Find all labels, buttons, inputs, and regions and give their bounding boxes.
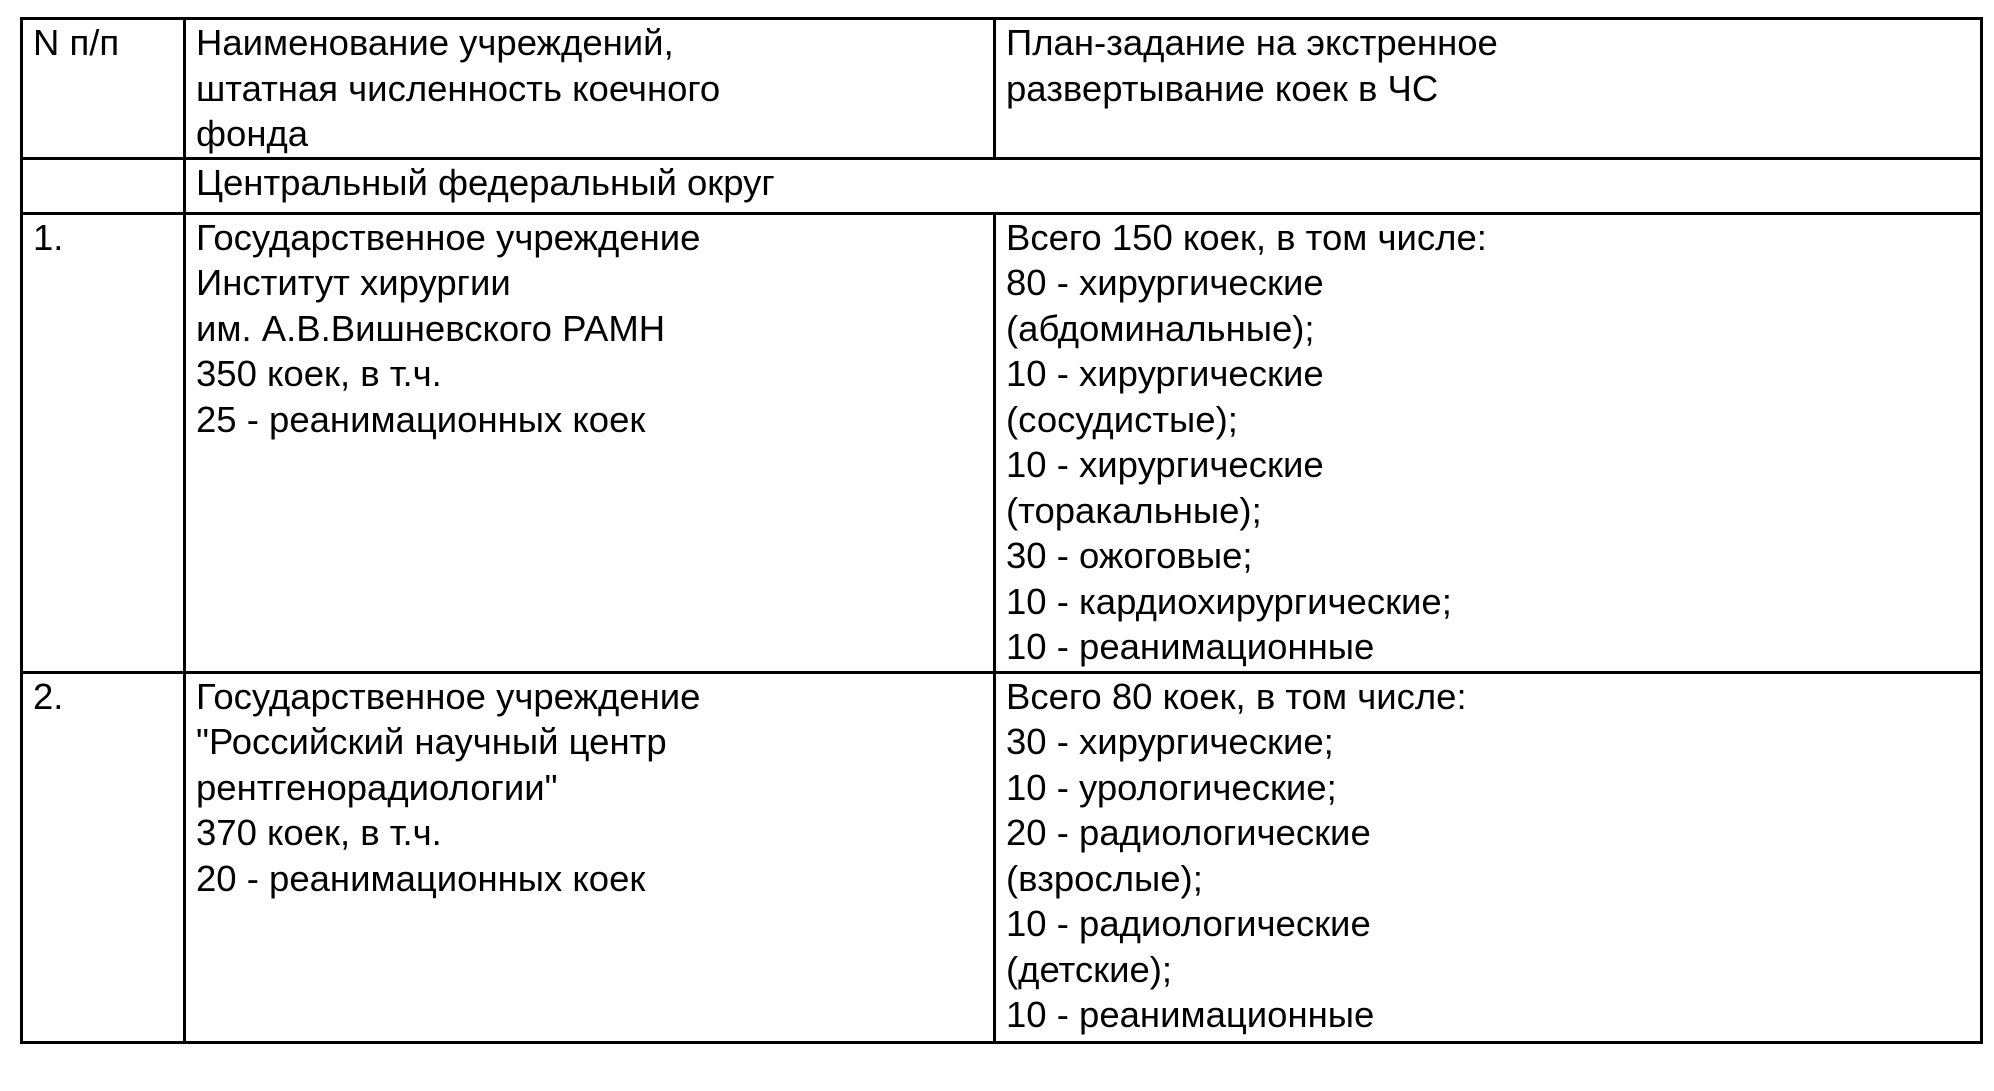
header-number-label: N п/п [33,22,120,63]
institution-line: "Российский научный центр [196,721,667,762]
beds-plan-table [20,17,1983,1044]
region-title: Центральный федеральный округ [196,161,775,203]
header-name-line: штатная численность коечного [196,67,721,109]
header-plan-line: развертывание коек в ЧС [1006,67,1439,109]
plan-line: (абдоминальные); [1006,307,1315,349]
plan-line: (детские); [1006,948,1173,990]
institution-line: им. А.В.Вишневского РАМН [196,307,666,349]
institution-line: рентгенорадиологии" [196,766,558,808]
plan-line: (торакальные); [1006,489,1262,531]
institution-line: 20 - реанимационных коек [196,857,646,899]
row-number: 1. [33,216,64,258]
region-row [22,158,1982,213]
institution-line: Институт хирургии [196,262,511,303]
institution-cell [185,672,995,1042]
header-name-line: Наименование учреждений, [196,22,674,63]
plan-line: 20 - радиологические [1006,812,1371,853]
institution-line: 370 коек, в т.ч. [196,812,442,853]
header-name-line: фонда [196,113,309,154]
plan-line: 10 - хирургические [1006,444,1324,485]
plan-line: 10 - хирургические [1006,353,1324,394]
row-number-cell [22,213,185,672]
institution-line: 350 коек, в т.ч. [196,353,442,394]
plan-line: 30 - хирургические; [1006,721,1334,762]
plan-line: 10 - кардиохирургические; [1006,580,1452,622]
institution-line: Государственное учреждение [196,675,701,717]
plan-line: Всего 150 коек, в том числе: [1006,216,1487,258]
plan-cell [995,213,1982,672]
plan-line: 30 - ожоговые; [1006,535,1253,576]
table-row [22,213,1982,672]
row-number-cell [22,672,185,1042]
table-row [22,672,1982,1042]
plan-line: (сосудистые); [1006,398,1238,440]
institution-line: Государственное учреждение [196,216,701,258]
row-number: 2. [33,675,64,717]
plan-line: 80 - хирургические [1006,262,1324,303]
plan-line: Всего 80 коек, в том числе: [1006,675,1467,717]
header-name-cell [185,19,995,159]
plan-line: (взрослые); [1006,857,1203,899]
plan-cell [995,672,1982,1042]
header-plan-line: План-задание на экстренное [1006,22,1498,63]
institution-cell [185,213,995,672]
header-number-cell [22,19,185,159]
plan-line: 10 - реанимационные [1006,626,1375,667]
plan-line: 10 - урологические; [1006,766,1337,808]
plan-line: 10 - реанимационные [1006,994,1375,1035]
plan-line: 10 - радиологические [1006,903,1371,944]
table-header-row [22,19,1982,159]
institution-line: 25 - реанимационных коек [196,398,646,440]
region-cell [185,158,1982,213]
header-plan-cell [995,19,1982,159]
region-number-cell [22,158,185,213]
